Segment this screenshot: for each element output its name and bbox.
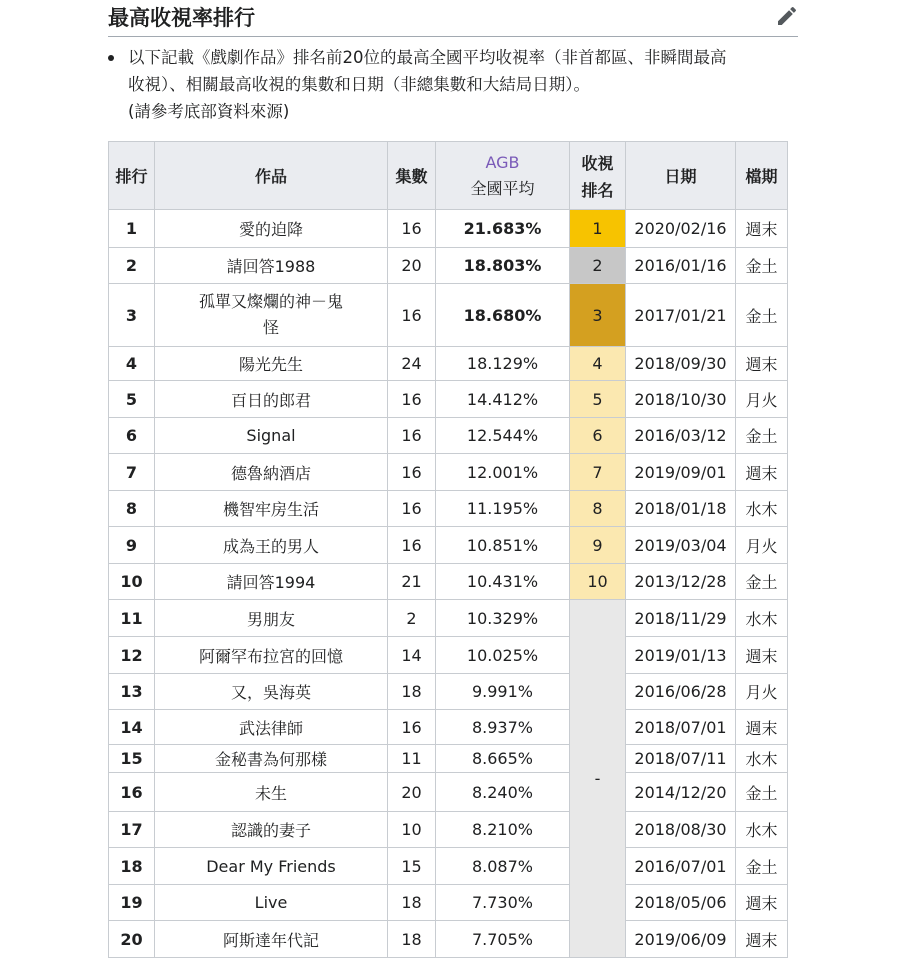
date-cell: 2018/09/30 bbox=[626, 347, 736, 381]
table-row bbox=[109, 381, 788, 418]
date-cell: 2018/07/01 bbox=[626, 710, 736, 745]
title-cell: 阿爾罕布拉宮的回憶 bbox=[155, 637, 388, 674]
rank-cell: 4 bbox=[109, 347, 155, 381]
episodes-cell: 14 bbox=[388, 637, 436, 674]
rating-cell: 10.025% bbox=[436, 637, 570, 674]
rank-cell: 3 bbox=[109, 284, 155, 347]
title-cell: 武法律師 bbox=[155, 710, 388, 745]
slot-cell: 水木 bbox=[736, 745, 788, 773]
rank-cell: 10 bbox=[109, 564, 155, 600]
rating-cell: 8.240% bbox=[436, 773, 570, 812]
ratings-rank-cell: 1 bbox=[570, 210, 626, 248]
table-row bbox=[109, 745, 788, 773]
date-cell: 2018/05/06 bbox=[626, 885, 736, 921]
title-cell: 愛的迫降 bbox=[155, 210, 388, 248]
slot-cell: 週末 bbox=[736, 885, 788, 921]
table-row bbox=[109, 637, 788, 674]
title-cell: Signal bbox=[155, 418, 388, 454]
episodes-cell: 16 bbox=[388, 527, 436, 564]
date-cell: 2016/07/01 bbox=[626, 848, 736, 885]
slot-cell: 月火 bbox=[736, 527, 788, 564]
episodes-cell: 20 bbox=[388, 773, 436, 812]
rating-cell: 14.412% bbox=[436, 381, 570, 418]
episodes-cell: 15 bbox=[388, 848, 436, 885]
slot-cell: 金土 bbox=[736, 284, 788, 347]
title-cell: 又，吳海英 bbox=[155, 674, 388, 710]
ratings-table bbox=[108, 141, 788, 958]
title-line-2: 怪 bbox=[262, 318, 279, 337]
episodes-cell: 16 bbox=[388, 710, 436, 745]
rank-cell: 14 bbox=[109, 710, 155, 745]
date-cell: 2016/03/12 bbox=[626, 418, 736, 454]
title-divider bbox=[108, 36, 798, 37]
table-row bbox=[109, 284, 788, 347]
header-slot: 檔期 bbox=[736, 142, 788, 210]
table-row bbox=[109, 454, 788, 491]
date-cell: 2014/12/20 bbox=[626, 773, 736, 812]
table-row bbox=[109, 885, 788, 921]
note-line-2: 收視）、相關最高收視的集數和日期（非總集數和大結局日期）。 bbox=[128, 75, 590, 94]
title-cell: 成為王的男人 bbox=[155, 527, 388, 564]
table-row bbox=[109, 527, 788, 564]
bullet-dot bbox=[108, 55, 114, 61]
ratings-rank-cell: 6 bbox=[570, 418, 626, 454]
episodes-cell: 10 bbox=[388, 812, 436, 848]
date-cell: 2018/01/18 bbox=[626, 491, 736, 527]
rank-cell: 9 bbox=[109, 527, 155, 564]
title-cell: 請回答1988 bbox=[155, 248, 388, 284]
episodes-cell: 18 bbox=[388, 674, 436, 710]
episodes-cell: 20 bbox=[388, 248, 436, 284]
rating-cell: 9.991% bbox=[436, 674, 570, 710]
table-row bbox=[109, 347, 788, 381]
rating-cell: 8.210% bbox=[436, 812, 570, 848]
rank-cell: 2 bbox=[109, 248, 155, 284]
episodes-cell: 18 bbox=[388, 921, 436, 958]
slot-cell: 週末 bbox=[736, 347, 788, 381]
slot-cell: 週末 bbox=[736, 637, 788, 674]
rank-cell: 15 bbox=[109, 745, 155, 773]
rank-cell: 12 bbox=[109, 637, 155, 674]
pencil-icon[interactable] bbox=[775, 4, 799, 28]
rating-cell: 8.665% bbox=[436, 745, 570, 773]
rank-cell: 7 bbox=[109, 454, 155, 491]
slot-cell: 金土 bbox=[736, 248, 788, 284]
rating-cell: 10.431% bbox=[436, 564, 570, 600]
rank-cell: 17 bbox=[109, 812, 155, 848]
title-cell: 德魯納酒店 bbox=[155, 454, 388, 491]
episodes-cell: 16 bbox=[388, 418, 436, 454]
ratings-rank-cell: 9 bbox=[570, 527, 626, 564]
slot-cell: 水木 bbox=[736, 812, 788, 848]
rating-cell: 21.683% bbox=[436, 210, 570, 248]
table-row bbox=[109, 418, 788, 454]
title-cell: 機智牢房生活 bbox=[155, 491, 388, 527]
date-cell: 2017/01/21 bbox=[626, 284, 736, 347]
title-cell: 金秘書為何那樣 bbox=[155, 745, 388, 773]
title-cell: 請回答1994 bbox=[155, 564, 388, 600]
episodes-cell: 16 bbox=[388, 284, 436, 347]
slot-cell: 週末 bbox=[736, 454, 788, 491]
header-title: 作品 bbox=[155, 142, 388, 210]
table-row bbox=[109, 564, 788, 600]
table-row bbox=[109, 710, 788, 745]
notes bbox=[128, 44, 798, 98]
rank-cell: 16 bbox=[109, 773, 155, 812]
ratings-rank-cell: 2 bbox=[570, 248, 626, 284]
date-cell: 2019/09/01 bbox=[626, 454, 736, 491]
title-cell: 認識的妻子 bbox=[155, 812, 388, 848]
header-agb bbox=[436, 142, 570, 210]
table-row bbox=[109, 674, 788, 710]
rating-cell: 7.705% bbox=[436, 921, 570, 958]
title-cell: 阿斯達年代記 bbox=[155, 921, 388, 958]
table-row bbox=[109, 812, 788, 848]
header-ratings-rank-bottom: 排名 bbox=[581, 180, 614, 200]
slot-cell: 週末 bbox=[736, 921, 788, 958]
header-ratings-rank bbox=[570, 142, 626, 210]
rating-cell: 10.329% bbox=[436, 600, 570, 637]
episodes-cell: 24 bbox=[388, 347, 436, 381]
table-row bbox=[109, 921, 788, 958]
episodes-cell: 16 bbox=[388, 491, 436, 527]
table-row bbox=[109, 773, 788, 812]
episodes-cell: 16 bbox=[388, 381, 436, 418]
date-cell: 2016/06/28 bbox=[626, 674, 736, 710]
episodes-cell: 16 bbox=[388, 210, 436, 248]
slot-cell: 金土 bbox=[736, 418, 788, 454]
ratings-rank-cell: 10 bbox=[570, 564, 626, 600]
slot-cell: 週末 bbox=[736, 210, 788, 248]
note-line-1: 以下記載《戲劇作品》排名前20位的最高全國平均收視率（非首都區、非瞬間最高 bbox=[128, 48, 727, 67]
rank-cell: 5 bbox=[109, 381, 155, 418]
rank-cell: 19 bbox=[109, 885, 155, 921]
title-cell: 男朋友 bbox=[155, 600, 388, 637]
ratings-rank-cell: 5 bbox=[570, 381, 626, 418]
date-cell: 2016/01/16 bbox=[626, 248, 736, 284]
rating-cell: 12.544% bbox=[436, 418, 570, 454]
ratings-rank-cell: 3 bbox=[570, 284, 626, 347]
episodes-cell: 18 bbox=[388, 885, 436, 921]
title-cell: 未生 bbox=[155, 773, 388, 812]
header-date: 日期 bbox=[626, 142, 736, 210]
header-rank: 排行 bbox=[109, 142, 155, 210]
rating-cell: 18.129% bbox=[436, 347, 570, 381]
header-agb-top: AGB bbox=[485, 152, 520, 172]
title-line-1: 孤單又燦爛的神－鬼 bbox=[198, 292, 343, 311]
title-cell: 百日的郎君 bbox=[155, 381, 388, 418]
slot-cell: 水木 bbox=[736, 600, 788, 637]
table-row bbox=[109, 210, 788, 248]
slot-cell: 月火 bbox=[736, 674, 788, 710]
date-cell: 2018/07/11 bbox=[626, 745, 736, 773]
slot-cell: 金土 bbox=[736, 848, 788, 885]
table-row bbox=[109, 248, 788, 284]
slot-cell: 月火 bbox=[736, 381, 788, 418]
date-cell: 2018/10/30 bbox=[626, 381, 736, 418]
episodes-cell: 21 bbox=[388, 564, 436, 600]
table-row bbox=[109, 848, 788, 885]
date-cell: 2018/11/29 bbox=[626, 600, 736, 637]
slot-cell: 週末 bbox=[736, 710, 788, 745]
ratings-rank-dash: - bbox=[594, 769, 601, 788]
rank-cell: 11 bbox=[109, 600, 155, 637]
rating-cell: 8.087% bbox=[436, 848, 570, 885]
rating-cell: 7.730% bbox=[436, 885, 570, 921]
ratings-rank-cell: 8 bbox=[570, 491, 626, 527]
ratings-rank-cell-merged bbox=[570, 600, 626, 958]
section-title: 最高收視率排行 bbox=[108, 6, 255, 30]
rank-cell: 13 bbox=[109, 674, 155, 710]
title-cell: Live bbox=[155, 885, 388, 921]
date-cell: 2019/03/04 bbox=[626, 527, 736, 564]
table-row bbox=[109, 491, 788, 527]
header-ratings-rank-top: 收視 bbox=[581, 153, 614, 173]
title-cell bbox=[155, 284, 388, 347]
episodes-cell: 2 bbox=[388, 600, 436, 637]
rank-cell: 8 bbox=[109, 491, 155, 527]
rating-cell: 12.001% bbox=[436, 454, 570, 491]
slot-cell: 金土 bbox=[736, 773, 788, 812]
header-agb-bottom: 全國平均 bbox=[470, 178, 535, 198]
rank-cell: 20 bbox=[109, 921, 155, 958]
episodes-cell: 16 bbox=[388, 454, 436, 491]
episodes-cell: 11 bbox=[388, 745, 436, 773]
rank-cell: 6 bbox=[109, 418, 155, 454]
slot-cell: 水木 bbox=[736, 491, 788, 527]
date-cell: 2019/01/13 bbox=[626, 637, 736, 674]
header-episodes: 集數 bbox=[388, 142, 436, 210]
title-cell: Dear My Friends bbox=[155, 848, 388, 885]
rating-cell: 11.195% bbox=[436, 491, 570, 527]
date-cell: 2018/08/30 bbox=[626, 812, 736, 848]
rating-cell: 8.937% bbox=[436, 710, 570, 745]
rating-cell: 10.851% bbox=[436, 527, 570, 564]
slot-cell: 金土 bbox=[736, 564, 788, 600]
ratings-rank-cell: 7 bbox=[570, 454, 626, 491]
table-row bbox=[109, 600, 788, 637]
date-cell: 2013/12/28 bbox=[626, 564, 736, 600]
source-note: (請參考底部資料來源) bbox=[128, 102, 290, 121]
title-cell: 陽光先生 bbox=[155, 347, 388, 381]
date-cell: 2020/02/16 bbox=[626, 210, 736, 248]
rating-cell: 18.680% bbox=[436, 284, 570, 347]
rank-cell: 18 bbox=[109, 848, 155, 885]
rating-cell: 18.803% bbox=[436, 248, 570, 284]
date-cell: 2019/06/09 bbox=[626, 921, 736, 958]
rank-cell: 1 bbox=[109, 210, 155, 248]
ratings-rank-cell: 4 bbox=[570, 347, 626, 381]
